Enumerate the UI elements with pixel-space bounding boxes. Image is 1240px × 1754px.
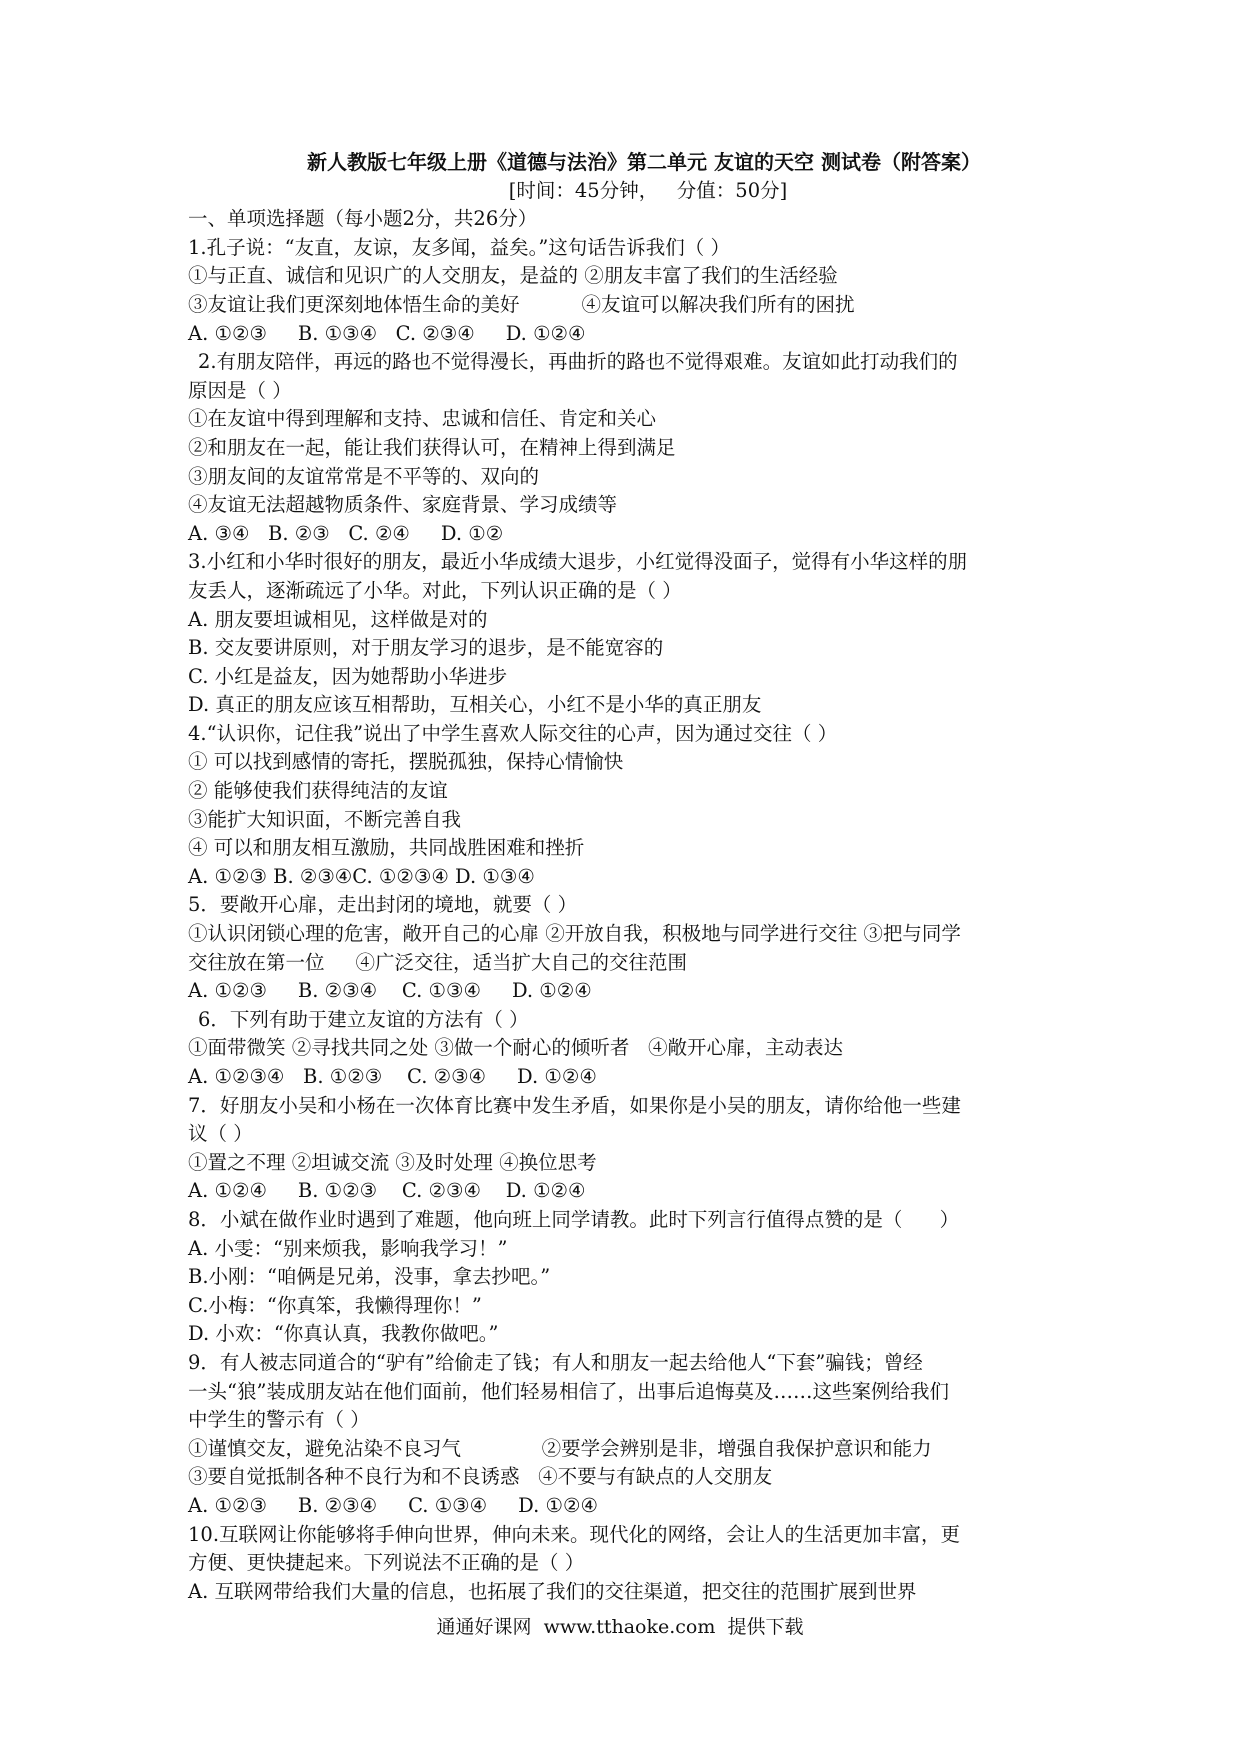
question-10: 10.互联网让你能够将手伸向世界，伸向未来。现代化的网络，会让人的生活更加丰富，更 (188, 1522, 961, 1546)
option-line: 交往放在第一位 ④广泛交往，适当扩大自己的交往范围 (188, 950, 687, 974)
answer-choices: A. ①②③④ B. ①②③ C. ②③④ D. ①②④ (188, 1065, 597, 1088)
answer-choices: A. ①②③ B. ②③④C. ①②③④ D. ①③④ (188, 864, 535, 888)
question-text: 一头“狼”装成朋友站在他们面前，他们轻易相信了，出事后追悔莫及……这些案例给我们 (188, 1379, 949, 1403)
option-line: ② 能够使我们获得纯洁的友谊 (188, 779, 448, 803)
question-4: 4.“认识你，记住我”说出了中学生喜欢人际交往的心声，因为通过交往（ ） (188, 721, 838, 745)
question-6: 6．下列有助于建立友谊的方法有（ ） (198, 1007, 529, 1031)
option-line: ③要自觉抵制各种不良行为和不良诱惑 ④不要与有缺点的人交朋友 (188, 1465, 773, 1489)
exam-meta: [时间：45分钟， 分值：50分] (508, 178, 788, 202)
option-line: ①认识闭锁心理的危害，敞开自己的心扉 ②开放自我，积极地与同学进行交往 ③把与同学 (188, 922, 961, 946)
option-line: ① 可以找到感情的寄托，摆脱孤独，保持心情愉快 (188, 750, 624, 774)
question-9: 9．有人被志同道合的“驴有”给偷走了钱；有人和朋友一起去给他人“下套”骗钱；曾经 (188, 1350, 923, 1374)
question-3: 3.小红和小华时很好的朋友，最近小华成绩大退步，小红觉得没面子，觉得有小华这样的朋 (188, 550, 968, 574)
answer-choices: A. ③④ B. ②③ C. ②④ D. ①② (188, 521, 504, 545)
option-line: A. 互联网带给我们大量的信息，也拓展了我们的交往渠道，把交往的范围扩展到世界 (188, 1579, 917, 1603)
option-line: ①谨慎交友，避免沾染不良习气 ②要学会辨别是非，增强自我保护意识和能力 (188, 1436, 932, 1460)
option-line: C. 小红是益友，因为她帮助小华进步 (188, 664, 508, 688)
question-5: 5．要敞开心扉，走出封闭的境地，就要（ ） (188, 893, 578, 917)
page-title: 新人教版七年级上册《道德与法治》第二单元 友谊的天空 测试卷（附答案） (307, 150, 981, 174)
answer-choices: A. ①②④ B. ①②③ C. ②③④ D. ①②④ (188, 1179, 586, 1203)
question-text: 原因是（ ） (188, 378, 292, 402)
option-line: ①置之不理 ②坦诚交流 ③及时处理 ④换位思考 (188, 1150, 597, 1174)
question-text: 议（ ） (188, 1122, 253, 1146)
question-7: 7．好朋友小吴和小杨在一次体育比赛中发生矛盾，如果你是小吴的朋友，请你给他一些建 (188, 1093, 961, 1117)
option-line: ④ 可以和朋友相互激励，共同战胜困难和挫折 (188, 836, 585, 860)
option-line: B. 交友要讲原则，对于朋友学习的退步，是不能宽容的 (188, 636, 664, 660)
option-line: ②和朋友在一起，能让我们获得认可，在精神上得到满足 (188, 435, 676, 459)
question-8: 8．小斌在做作业时遇到了难题，他向班上同学请教。此时下列言行值得点赞的是（ ） (188, 1207, 960, 1231)
question-text: 友丢人，逐渐疏远了小华。对此，下列认识正确的是（ ） (188, 578, 682, 602)
option-line: C.小梅：“你真笨，我懒得理你！” (188, 1293, 482, 1317)
option-line: ④友谊无法超越物质条件、家庭背景、学习成绩等 (188, 493, 618, 517)
option-line: A. 朋友要坦诚相见，这样做是对的 (188, 607, 488, 631)
question-text: 中学生的警示有（ ） (188, 1408, 370, 1432)
option-line: D. 真正的朋友应该互相帮助，互相关心，小红不是小华的真正朋友 (188, 693, 762, 717)
question-text: 方便、更快捷起来。下列说法不正确的是（ ） (188, 1551, 585, 1575)
option-line: B.小刚：“咱俩是兄弟，没事，拿去抄吧。” (188, 1265, 551, 1289)
option-line: ③友谊让我们更深刻地体悟生命的美好 ④友谊可以解决我们所有的困扰 (188, 292, 855, 316)
answer-choices: A. ①②③ B. ①③④ C. ②③④ D. ①②④ (188, 321, 586, 345)
option-line: ③能扩大知识面，不断完善自我 (188, 807, 462, 831)
section-heading: 一、单项选择题（每小题2分，共26分） (188, 207, 538, 231)
option-line: ①面带微笑 ②寻找共同之处 ③做一个耐心的倾听者 ④敞开心扉，主动表达 (188, 1036, 843, 1060)
option-line: ①与正直、诚信和见识广的人交朋友，是益的 ②朋友丰富了我们的生活经验 (188, 264, 838, 288)
answer-choices: A. ①②③ B. ②③④ C. ①③④ D. ①②④ (188, 979, 592, 1003)
exam-page (188, 148, 1068, 1606)
question-1: 1.孔子说：“友直，友谅，友多闻，益矣。”这句话告诉我们（ ） (188, 235, 730, 259)
option-line: A. 小雯：“别来烦我，影响我学习！” (188, 1236, 508, 1260)
question-2: 2.有朋友陪伴，再远的路也不觉得漫长，再曲折的路也不觉得艰难。友谊如此打动我们的 (198, 350, 958, 374)
page-footer: 通通好课网 www.tthaoke.com 提供下载 (436, 1616, 804, 1638)
option-line: D. 小欢：“你真认真，我教你做吧。” (188, 1322, 499, 1346)
option-line: ③朋友间的友谊常常是不平等的、双向的 (188, 464, 540, 488)
option-line: ①在友谊中得到理解和支持、忠诚和信任、肯定和关心 (188, 407, 657, 431)
answer-choices: A. ①②③ B. ②③④ C. ①③④ D. ①②④ (188, 1493, 598, 1517)
